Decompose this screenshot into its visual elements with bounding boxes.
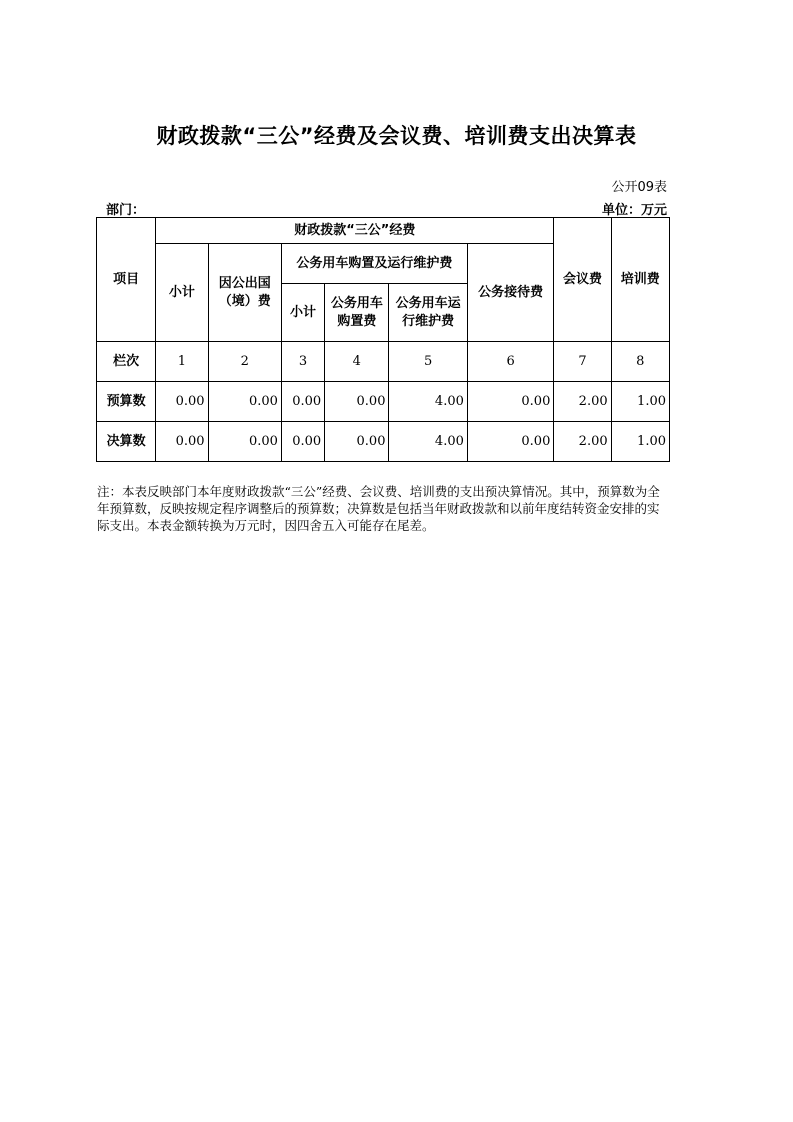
header-training: 培训费 (611, 218, 669, 342)
table-cell: 0.00 (467, 422, 553, 462)
header-vehicle-subtotal: 小计 (281, 284, 324, 342)
header-sangong-group: 财政拨款“三公”经费 (156, 218, 554, 244)
header-vehicle-purchase: 公务用车购置费 (325, 284, 389, 342)
table-cell: 0.00 (156, 382, 208, 422)
table-cell: 0.00 (156, 422, 208, 462)
table-cell: 1.00 (611, 382, 669, 422)
header-vehicle-operation: 公务用车运行维护费 (389, 284, 467, 342)
table-row-final-accounts (97, 422, 670, 462)
table-cell: 0.00 (208, 422, 281, 462)
table-cell: 2.00 (554, 422, 611, 462)
table-cell: 5 (389, 342, 467, 382)
table-cell: 0.00 (208, 382, 281, 422)
table-cell: 4.00 (389, 422, 467, 462)
table-cell: 4.00 (389, 382, 467, 422)
table-row-budget (97, 382, 670, 422)
table-cell: 1.00 (611, 422, 669, 462)
table-cell: 2.00 (554, 382, 611, 422)
row-label: 栏次 (97, 342, 156, 382)
table-cell: 2 (208, 342, 281, 382)
header-item: 项目 (97, 218, 156, 342)
expense-table (96, 217, 670, 462)
table-cell: 6 (467, 342, 553, 382)
header-meeting: 会议费 (554, 218, 611, 342)
row-label: 决算数 (97, 422, 156, 462)
department-label: 部门： (106, 203, 146, 218)
header-vehicle-group: 公务用车购置及运行维护费 (281, 244, 467, 284)
row-label: 预算数 (97, 382, 156, 422)
table-cell: 1 (156, 342, 208, 382)
footnote: 注：本表反映部门本年度财政拨款“三公”经费、会议费、培训费的支出预决算情况。其中，预算数为全年预算数，反映按规定程序调整后的预算数；决算数是包括当年财政拨款和以前年度结转资金安排的实际支出。本表金额转换为万元时，因四舍五入可能存在尾差。 (97, 484, 660, 533)
header-abroad: 因公出国（境）费 (208, 244, 281, 342)
form-code: 公开09表 (611, 180, 667, 195)
table-cell: 3 (281, 342, 324, 382)
table-cell: 4 (325, 342, 389, 382)
table-cell: 7 (554, 342, 611, 382)
header-reception: 公务接待费 (467, 244, 553, 342)
unit-label: 单位：万元 (601, 203, 667, 218)
header-subtotal: 小计 (156, 244, 208, 342)
table-cell: 0.00 (281, 422, 324, 462)
page-title: 财政拨款“三公”经费及会议费、培训费支出决算表 (156, 124, 637, 148)
table-cell: 8 (611, 342, 669, 382)
table-cell: 0.00 (325, 422, 389, 462)
table-row-column-index (97, 342, 670, 382)
table-cell: 0.00 (467, 382, 553, 422)
table-cell: 0.00 (281, 382, 324, 422)
table-cell: 0.00 (325, 382, 389, 422)
